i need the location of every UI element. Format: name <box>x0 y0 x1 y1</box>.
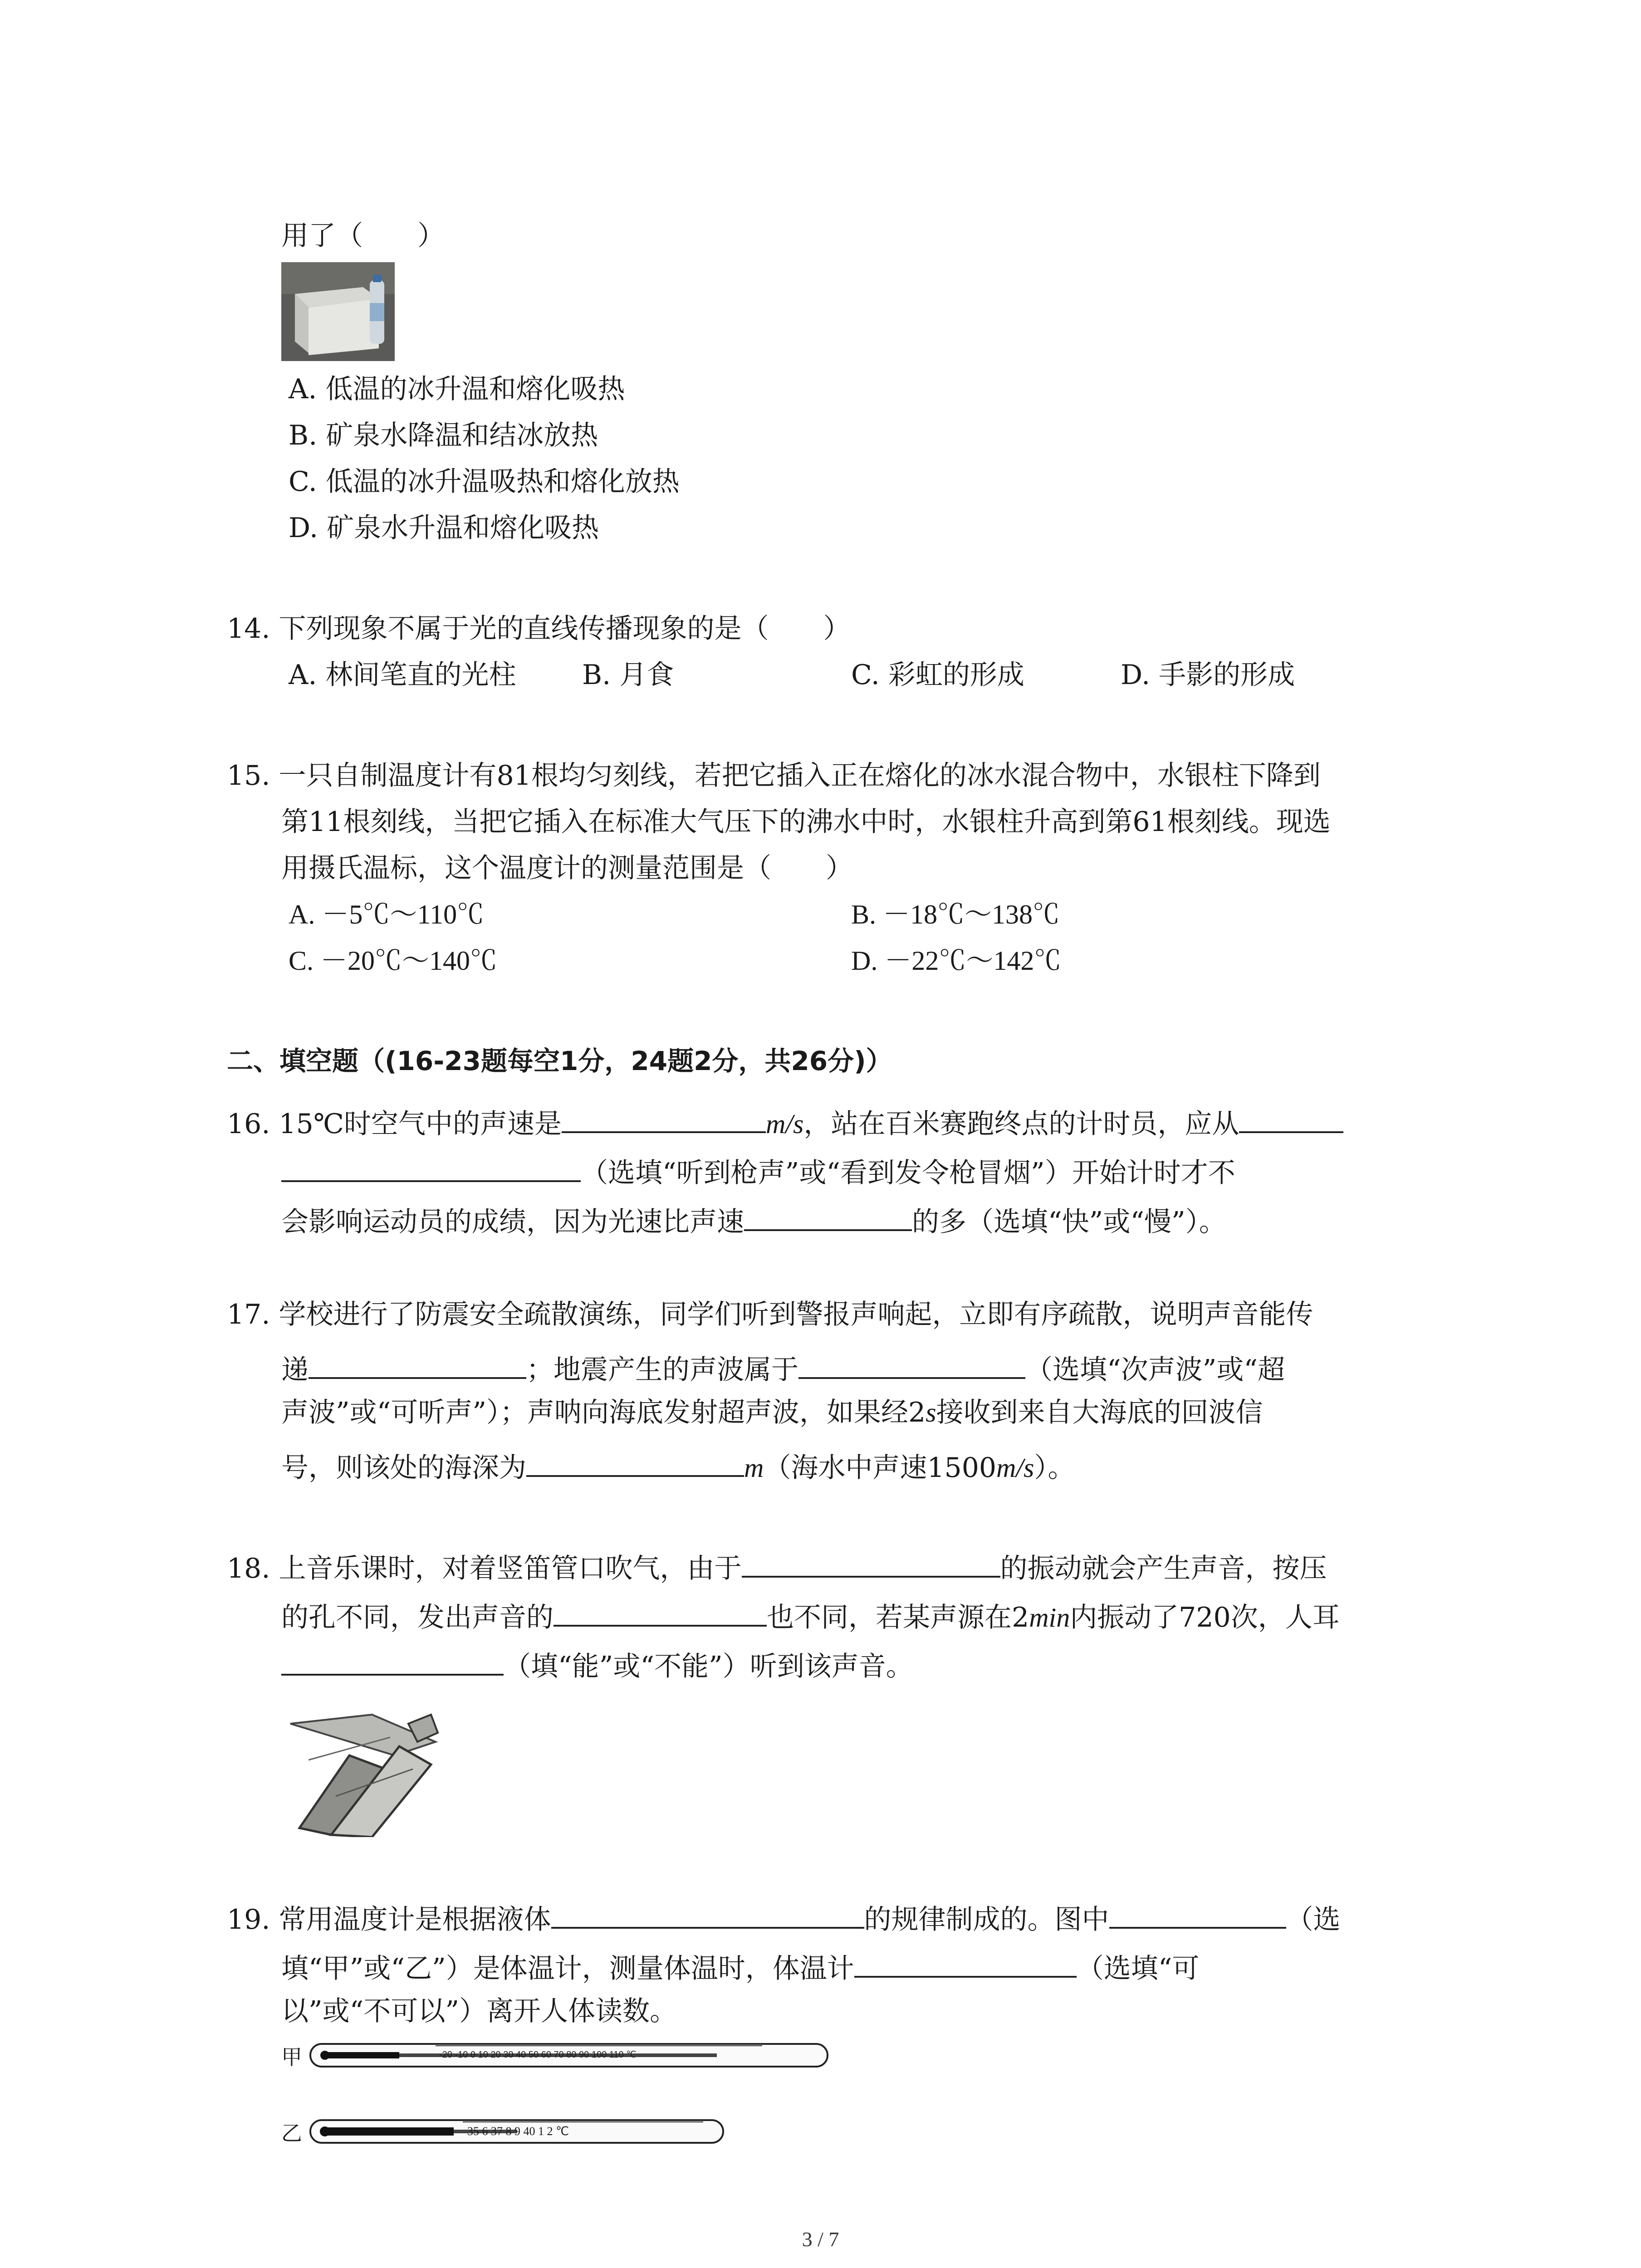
q15-option-d: D. －22℃～142℃ <box>851 946 1062 976</box>
q15-line-2: 第11根刻线，当把它插入在标准大气压下的沸水中时，水银柱升高到第61根刻线。现选 <box>281 806 1331 838</box>
q16-text-e: 的多（选填“快”或“慢”）。 <box>912 1206 1226 1238</box>
q19-blank-1[interactable] <box>551 1900 864 1929</box>
q13-stem-tail: 用了（ ） <box>281 220 445 252</box>
section-2-title: 二、填空题（(16-23题每空1分，24题2分，共26分)） <box>227 1046 892 1076</box>
q15-option-c: C. －20℃～140℃ <box>289 946 498 976</box>
q17-line-1: 17. 学校进行了防震安全疏散演练，同学们听到警报声响起，立即有序疏散，说明声音能传 <box>227 1299 1313 1330</box>
q18-line-3 <box>281 1647 913 1680</box>
q16-text-c: （选填“听到枪声”或“看到发令枪冒烟”）开始计时才不 <box>581 1157 1235 1189</box>
q18-text-c: 的孔不同，发出声音的 <box>281 1602 554 1633</box>
q19-blank-3[interactable] <box>854 1949 1077 1978</box>
q13-foam-box-image <box>281 262 395 361</box>
q17-line-3 <box>281 1399 1263 1426</box>
q16-line-2 <box>281 1153 1235 1187</box>
q17-text-f: 号，则该处的海深为 <box>281 1452 526 1484</box>
q17-text-e2: 接收到来自大海底的回波信 <box>936 1397 1263 1428</box>
q19-text-b: 的规律制成的。图中 <box>864 1904 1109 1936</box>
thermometer-jia-label: 甲 <box>281 2045 302 2069</box>
q16-unit: m/s <box>765 1109 804 1139</box>
q17-text-f2: （海水中声速1500 <box>764 1452 997 1484</box>
q16-blank-2b[interactable] <box>281 1153 581 1182</box>
q18-text-a: 18. 上音乐课时，对着竖笛管口吹气，由于 <box>227 1553 742 1584</box>
q14-option-b: B. 月食 <box>582 659 674 691</box>
q13-option-a: A. 低温的冰升温和熔化吸热 <box>289 373 625 405</box>
q14-option-a: A. 林间笔直的光柱 <box>289 659 516 691</box>
q14-option-d: D. 手影的形成 <box>1121 659 1295 691</box>
thermometer-yi-scale: 35 6 37 8 9 40 1 2 ℃ <box>467 2125 569 2138</box>
q13-option-b: B. 矿泉水降温和结冰放热 <box>289 420 598 451</box>
q16-blank-3[interactable] <box>744 1202 912 1231</box>
q14-stem: 14. 下列现象不属于光的直线传播现象的是（ ） <box>227 613 851 645</box>
q18-text-b: 的振动就会产生声音，按压 <box>1000 1553 1327 1584</box>
q13-option-d: D. 矿泉水升温和熔化吸热 <box>289 512 599 544</box>
q18-line-2 <box>281 1598 1340 1631</box>
q19-text-e: （选填“可 <box>1076 1953 1200 1984</box>
q17-text-b: 递 <box>281 1354 309 1386</box>
q18-text-e: （填“能”或“不能”）听到该声音。 <box>504 1651 913 1682</box>
q19-text-d: 填“甲”或“乙”）是体温计，测量体温时，体温计 <box>281 1953 854 1984</box>
q19-line-1 <box>227 1900 1341 1936</box>
q17-unit-s: s <box>926 1398 936 1427</box>
q17-unit-ms: m/s <box>996 1453 1034 1483</box>
q17-text-c: ；地震产生的声波属于 <box>526 1354 798 1386</box>
q18-flute-image <box>281 1706 454 1837</box>
q13-option-c: C. 低温的冰升温吸热和熔化放热 <box>289 466 680 498</box>
q18-blank-1[interactable] <box>742 1549 1000 1578</box>
q17-text-d: （选填“次声波”或“超 <box>1025 1354 1285 1386</box>
page-number: 3 / 7 <box>802 2228 839 2251</box>
q16-text-b: ，站在百米赛跑终点的计时员，应从 <box>803 1108 1239 1140</box>
q19-text-a: 19. 常用温度计是根据液体 <box>227 1904 551 1936</box>
q16-line-1 <box>227 1104 1343 1138</box>
q17-blank-1[interactable] <box>309 1350 526 1379</box>
q18-line-1 <box>227 1549 1327 1582</box>
q18-unit-min: min <box>1029 1603 1070 1633</box>
q15-option-a: A. －5℃～110℃ <box>289 899 485 929</box>
q19-blank-2[interactable] <box>1109 1900 1286 1929</box>
q16-text-a: 16. 15℃时空气中的声速是 <box>227 1108 562 1140</box>
thermometer-jia-scale: -20 -10 0 10 20 30 40 50 60 70 80 90 100 110 ℃ <box>439 2050 637 2060</box>
q18-text-d: 也不同，若某声源在2 <box>767 1602 1029 1633</box>
q15-option-b: B. －18℃～138℃ <box>851 899 1060 929</box>
q19-line-3: 以”或“不可以”）离开人体读数。 <box>281 1995 677 2027</box>
q17-line-2 <box>281 1350 1285 1386</box>
q17-text-f3: ）。 <box>1034 1452 1075 1484</box>
q19-line-2 <box>281 1949 1199 1982</box>
q19-text-c: （选 <box>1286 1904 1341 1936</box>
q17-text-e: 声波”或“可听声”）；声呐向海底发射超声波，如果经2 <box>281 1397 926 1428</box>
q18-blank-3[interactable] <box>281 1647 504 1676</box>
q16-text-d: 会影响运动员的成绩，因为光速比声速 <box>281 1206 744 1238</box>
q17-line-4 <box>281 1448 1075 1484</box>
q16-blank-1[interactable] <box>562 1104 766 1133</box>
q14-option-c: C. 彩虹的形成 <box>851 659 1024 691</box>
q17-unit-m: m <box>744 1453 764 1483</box>
q18-text-d2: 内振动了720次，人耳 <box>1070 1602 1340 1633</box>
q16-line-3 <box>281 1202 1226 1236</box>
q17-blank-2[interactable] <box>798 1350 1025 1379</box>
q18-blank-2[interactable] <box>554 1598 767 1627</box>
q15-line-3: 用摄氏温标，这个温度计的测量范围是（ ） <box>281 852 853 884</box>
thermometer-yi-label: 乙 <box>281 2121 302 2146</box>
q16-blank-2a[interactable] <box>1239 1104 1343 1133</box>
q15-line-1: 15. 一只自制温度计有81根均匀刻线，若把它插入正在熔化的冰水混合物中，水银柱下降到 <box>227 760 1321 792</box>
q17-blank-3[interactable] <box>526 1448 744 1477</box>
